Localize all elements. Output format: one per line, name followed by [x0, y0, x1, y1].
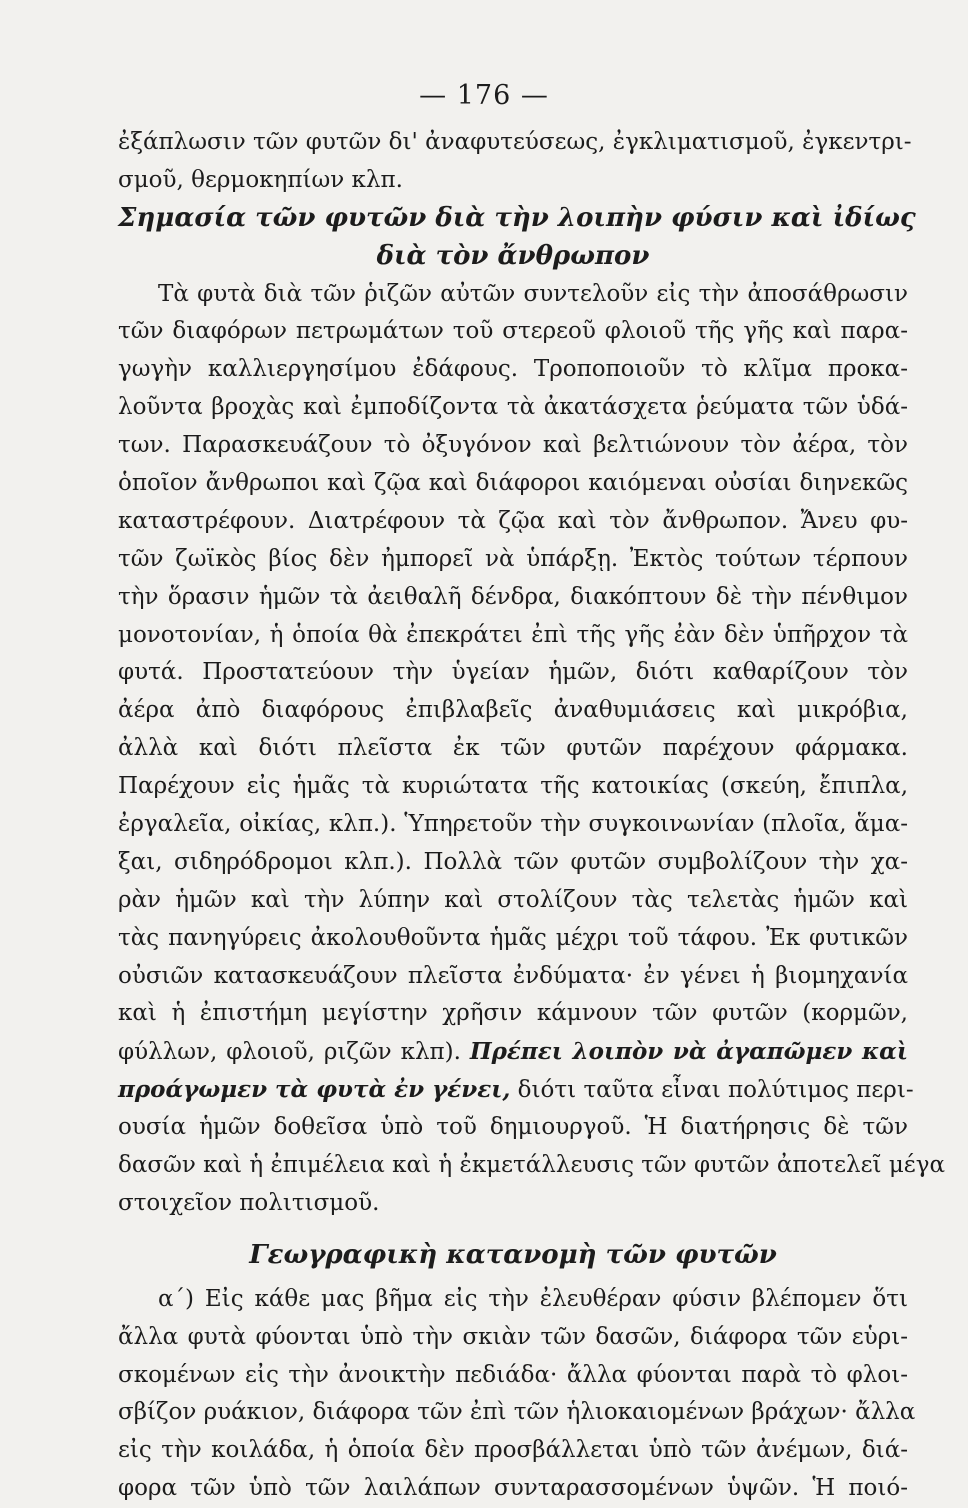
text-line: Τὰ φυτὰ διὰ τῶν ῥιζῶν αὐτῶν συντελοῦν εἰς τὴν ἀποσάθρωσιν: [158, 280, 908, 307]
plain-text: φύλλων, φλοιοῦ, ριζῶν κλπ).: [118, 1039, 461, 1066]
text-line: ἐργαλεῖα, οἰκίας, κλπ.). Ὑπηρετοῦν τὴν συγκοινωνίαν (πλοῖα, ἅμα-: [118, 811, 908, 838]
text-line: α΄) Εἰς κάθε μας βῆμα εἰς τὴν ἐλευθέραν φύσιν βλέπομεν ὅτι: [158, 1285, 908, 1312]
emphasized-text: Πρέπει λοιπὸν νὰ ἀγαπῶμεν καὶ: [469, 1038, 909, 1066]
plain-text: διότι ταῦτα εἶναι πολύτιμος περι-: [517, 1077, 914, 1104]
text-line: λοῦντα βροχὰς καὶ ἐμποδίζοντα τὰ ἀκατάσχετα ῥεύματα τῶν ὑδά-: [118, 394, 908, 421]
text-line: ἀλλὰ καὶ διότι πλεῖστα ἐκ τῶν φυτῶν παρέχουν φάρμακα.: [118, 735, 908, 762]
page-content: [118, 124, 946, 1508]
text-line: καὶ ἡ ἐπιστήμη μεγίστην χρῆσιν κάμνουν τῶν φυτῶν (κορμῶν,: [118, 1000, 908, 1027]
section-heading: Σημασία τῶν φυτῶν διὰ τὴν λοιπὴν φύσιν καὶ ἰδίως: [118, 202, 916, 233]
text-line-with-emphasis: [118, 1033, 908, 1071]
text-line: ἀέρα ἀπὸ διαφόρους ἐπιβλαβεῖς ἀναθυμιάσεις καὶ μικρόβια,: [118, 697, 908, 724]
text-line: γωγὴν καλλιεργησίμου ἐδάφους. Τροποποιοῦν τὸ κλῖμα προκα-: [118, 356, 908, 383]
text-line: τῶν διαφόρων πετρωμάτων τοῦ στερεοῦ φλοιοῦ τῆς γῆς καὶ παρα-: [118, 318, 908, 345]
text-line: ἄλλα φυτὰ φύονται ὑπὸ τὴν σκιὰν τῶν δασῶν, διάφορα τῶν εὑρι-: [118, 1323, 908, 1350]
emphasized-text: προάγωμεν τὰ φυτὰ ἐν γένει,: [118, 1076, 511, 1104]
text-line: ὁποῖον ἄνθρωποι καὶ ζῷα καὶ διάφοροι καιόμεναι οὐσίαι διηνεκῶς: [118, 470, 908, 497]
text-line: δασῶν καὶ ἡ ἐπιμέλεια καὶ ἡ ἐκμετάλλευσις τῶν φυτῶν ἀποτελεῖ μέγα: [118, 1152, 946, 1179]
text-line: τὰς πανηγύρεις ἀκολουθοῦντα ἡμᾶς μέχρι τοῦ τάφου. Ἐκ φυτικῶν: [118, 924, 908, 951]
section-heading-line2: διὰ τὸν ἄνθρωπον: [376, 240, 650, 271]
text-line: τῶν ζωϊκὸς βίος δὲν ἠμπορεῖ νὰ ὑπάρξῃ. Ἐκτὸς τούτων τέρπουν: [118, 545, 908, 572]
text-line: οὐσιῶν κατασκευάζουν πλεῖστα ἐνδύματα· ἐν γένει ἡ βιομηχανία: [118, 962, 908, 989]
text-line: ουσία ἡμῶν δοθεῖσα ὑπὸ τοῦ δημιουργοῦ. Ἡ διατήρησις δὲ τῶν: [118, 1114, 908, 1141]
text-line: σκομένων εἰς τὴν ἀνοικτὴν πεδιάδα· ἄλλα φύονται παρὰ τὸ φλοι-: [118, 1361, 908, 1388]
text-line: σμοῦ, θερμοκηπίων κλπ.: [118, 166, 403, 193]
page-number: — 176 —: [419, 80, 549, 111]
text-line: ξαι, σιδηρόδρομοι κλπ.). Πολλὰ τῶν φυτῶν συμβολίζουν τὴν χα-: [118, 848, 908, 875]
text-line: ἐξάπλωσιν τῶν φυτῶν δι' ἀναφυτεύσεως, ἐγκλιματισμοῦ, ἐγκεντρι-: [118, 129, 912, 155]
section-heading: Γεωγραφικὴ κατανομὴ τῶν φυτῶν: [249, 1239, 777, 1270]
text-line: των. Παρασκευάζουν τὸ ὀξυγόνον καὶ βελτιώνουν τὸν ἀέρα, τὸν: [118, 432, 908, 459]
text-line: εἰς τὴν κοιλάδα, ἡ ὁποία δὲν προσβάλλεται ὑπὸ τῶν ἀνέμων, διά-: [118, 1437, 908, 1464]
text-line: Παρέχουν εἰς ἡμᾶς τὰ κυριώτατα τῆς κατοικίας (σκεύη, ἔπιπλα,: [118, 773, 908, 800]
text-line: φορα τῶν ὑπὸ τῶν λαιλάπων συνταρασσομένων ὑψῶν. Ἡ ποιό-: [118, 1475, 908, 1502]
text-line: φυτά. Προστατεύουν τὴν ὑγείαν ἡμῶν, διότι καθαρίζουν τὸν: [118, 659, 908, 686]
text-line: ρὰν ἡμῶν καὶ τὴν λύπην καὶ στολίζουν τὰς τελετὰς ἡμῶν καὶ: [118, 886, 908, 913]
text-line: καταστρέφουν. Διατρέφουν τὰ ζῷα καὶ τὸν ἄνθρωπον. Ἄνευ φυ-: [118, 507, 908, 534]
text-line: σβίζον ρυάκιον, διάφορα τῶν ἐπὶ τῶν ἡλιοκαιομένων βράχων· ἄλλα: [118, 1399, 916, 1426]
text-line: τὴν ὅρασιν ἡμῶν τὰ ἀειθαλῆ δένδρα, διακόπτουν δὲ τὴν πένθιμον: [118, 583, 908, 610]
text-line-with-emphasis: [118, 1071, 914, 1109]
text-line: στοιχεῖον πολιτισμοῦ.: [118, 1189, 380, 1216]
text-line: μονοτονίαν, ἡ ὁποία θὰ ἐπεκράτει ἐπὶ τῆς γῆς ἐὰν δὲν ὑπῆρχον τὰ: [118, 621, 908, 648]
